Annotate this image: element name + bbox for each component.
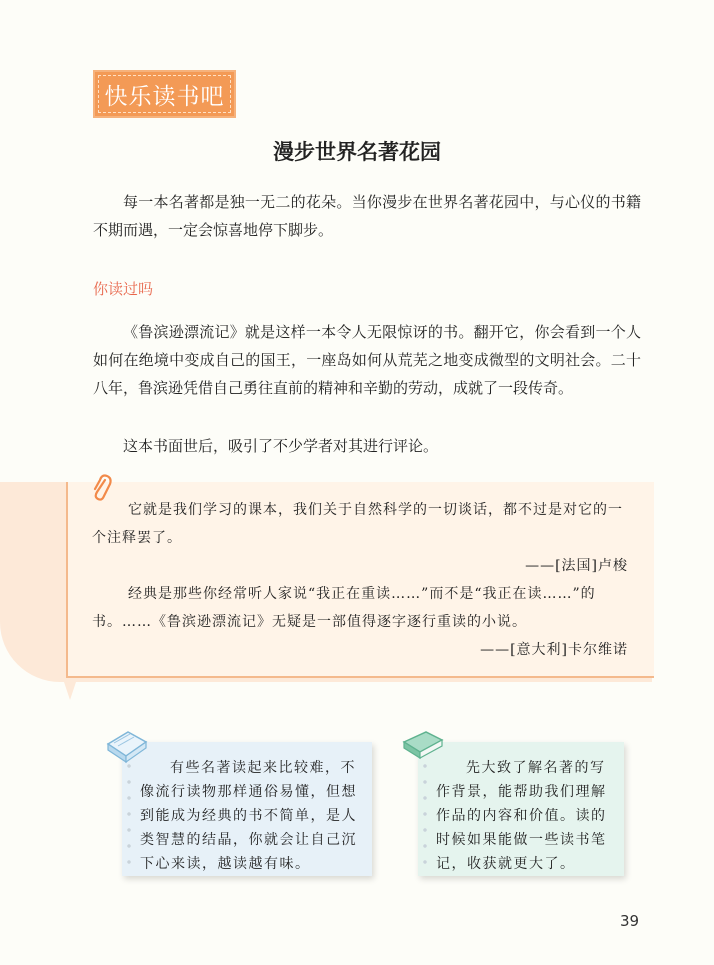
note-right-text: 先大致了解名著的写作背景，能帮助我们理解作品的内容和价值。读的时候如果能做一些读书笔记，收获就更大了。 <box>436 760 607 872</box>
quote-2-text: 经典是那些你经常听人家说“我正在重读……”而不是“我正在读……”的书。……《鲁滨逊漂流记》无疑是一部值得逐字逐行重读的小说。 <box>92 586 596 630</box>
page-title: 漫步世界名著花园 <box>273 140 441 164</box>
quote-2-source: ——[意大利]卡尔维诺 <box>480 642 628 658</box>
note-card-left <box>122 742 372 876</box>
open-book-icon <box>104 728 150 764</box>
section-badge-label: 快乐读书吧 <box>98 75 231 113</box>
subheading: 你读过吗 <box>93 280 154 298</box>
section-badge <box>93 70 236 118</box>
closed-book-icon <box>400 728 446 764</box>
body-paragraph-2: 这本书面世后，吸引了不少学者对其进行评论。 <box>123 437 439 455</box>
note-card-right <box>418 742 624 876</box>
note-left-text: 有些名著读起来比较难，不像流行读物那样通俗易懂，但想到能成为经典的书不简单，是人类智慧的结晶，你就会让自己沉下心来读，越读越有味。 <box>140 760 357 872</box>
body-paragraph-1: 《鲁滨逊漂流记》就是这样一本令人无限惊讶的书。翻开它，你会看到一个人如何在绝境中变成自己的国王，一座岛如何从荒芜之地变成微型的文明社会。二十八年，鲁滨逊凭借自己勇往直前的精神和辛勤的劳动，成就了一段传奇。 <box>93 323 641 397</box>
intro-paragraph: 每一本名著都是独一无二的花朵。当你漫步在世界名著花园中，与心仪的书籍不期而遇，一定会惊喜地停下脚步。 <box>93 193 641 239</box>
quote-1-source: ——[法国]卢梭 <box>525 558 628 574</box>
page-number: 39 <box>620 912 640 930</box>
quote-1-text: 它就是我们学习的课本，我们关于自然科学的一切谈话，都不过是对它的一个注释罢了。 <box>92 502 623 546</box>
